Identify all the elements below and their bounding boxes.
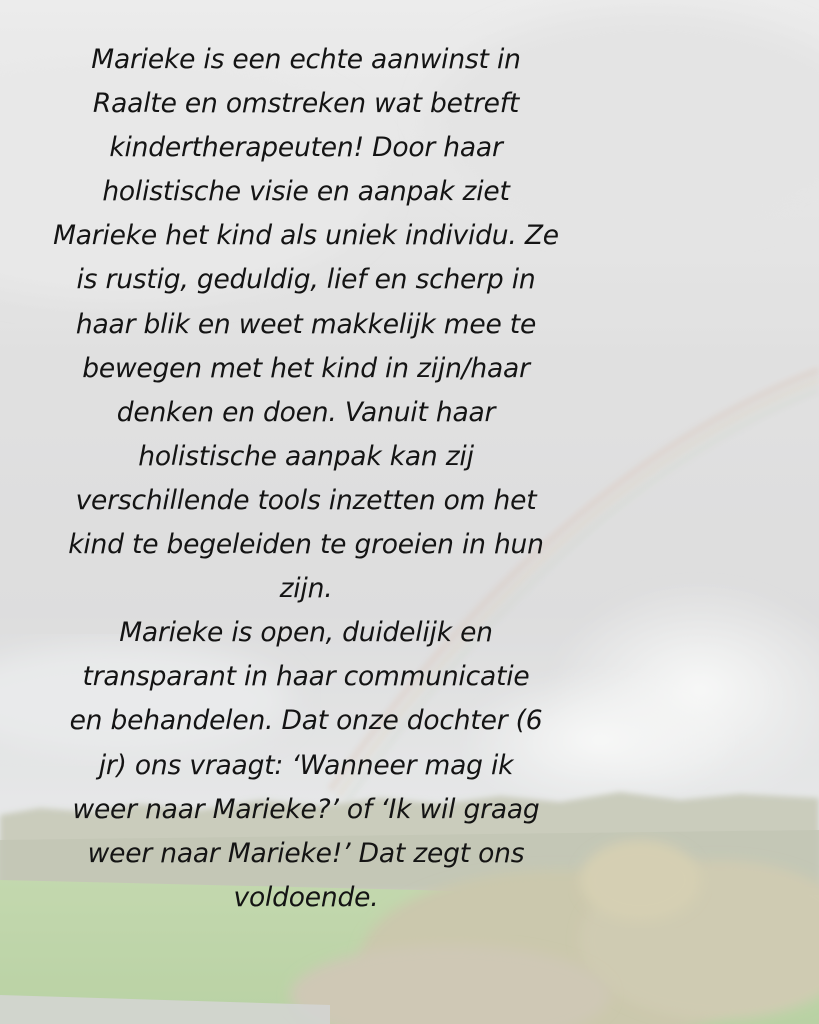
testimonial-line: is rustig, geduldig, lief en scherp in [76, 264, 536, 296]
testimonial-line: kindertherapeuten! Door haar [109, 132, 503, 164]
testimonial-line: Raalte en omstreken wat betreft [92, 88, 520, 120]
testimonial-line: haar blik en weet makkelijk mee te [75, 308, 537, 340]
testimonial-line: denken en doen. Vanuit haar [116, 396, 496, 428]
testimonial-line: kind te begeleiden te groeien in hun [68, 529, 544, 561]
testimonial-text [30, 38, 582, 920]
testimonial-line: verschillende tools inzetten om het [75, 484, 537, 516]
testimonial-line: en behandelen. Dat onze dochter (6 [69, 705, 543, 737]
testimonial-line: Marieke is open, duidelijk en [119, 617, 493, 649]
testimonial-line: zijn. [279, 573, 333, 605]
testimonial-line: weer naar Marieke?’ of ‘Ik wil graag [72, 793, 540, 825]
testimonial-line: holistische aanpak kan zij [138, 440, 474, 472]
testimonial-line: jr) ons vraagt: ‘Wanneer mag ik [98, 749, 514, 781]
testimonial-line: Marieke is een echte aanwinst in [91, 44, 521, 75]
testimonial-line: transparant in haar communicatie [82, 661, 530, 693]
testimonial-line: voldoende. [233, 881, 379, 913]
testimonial-line: holistische visie en aanpak ziet [102, 176, 510, 208]
testimonial-line: Marieke het kind als uniek individu. Ze [53, 220, 559, 252]
testimonial-line: bewegen met het kind in zijn/haar [82, 352, 530, 384]
testimonial-line: weer naar Marieke!’ Dat zegt ons [87, 837, 525, 869]
